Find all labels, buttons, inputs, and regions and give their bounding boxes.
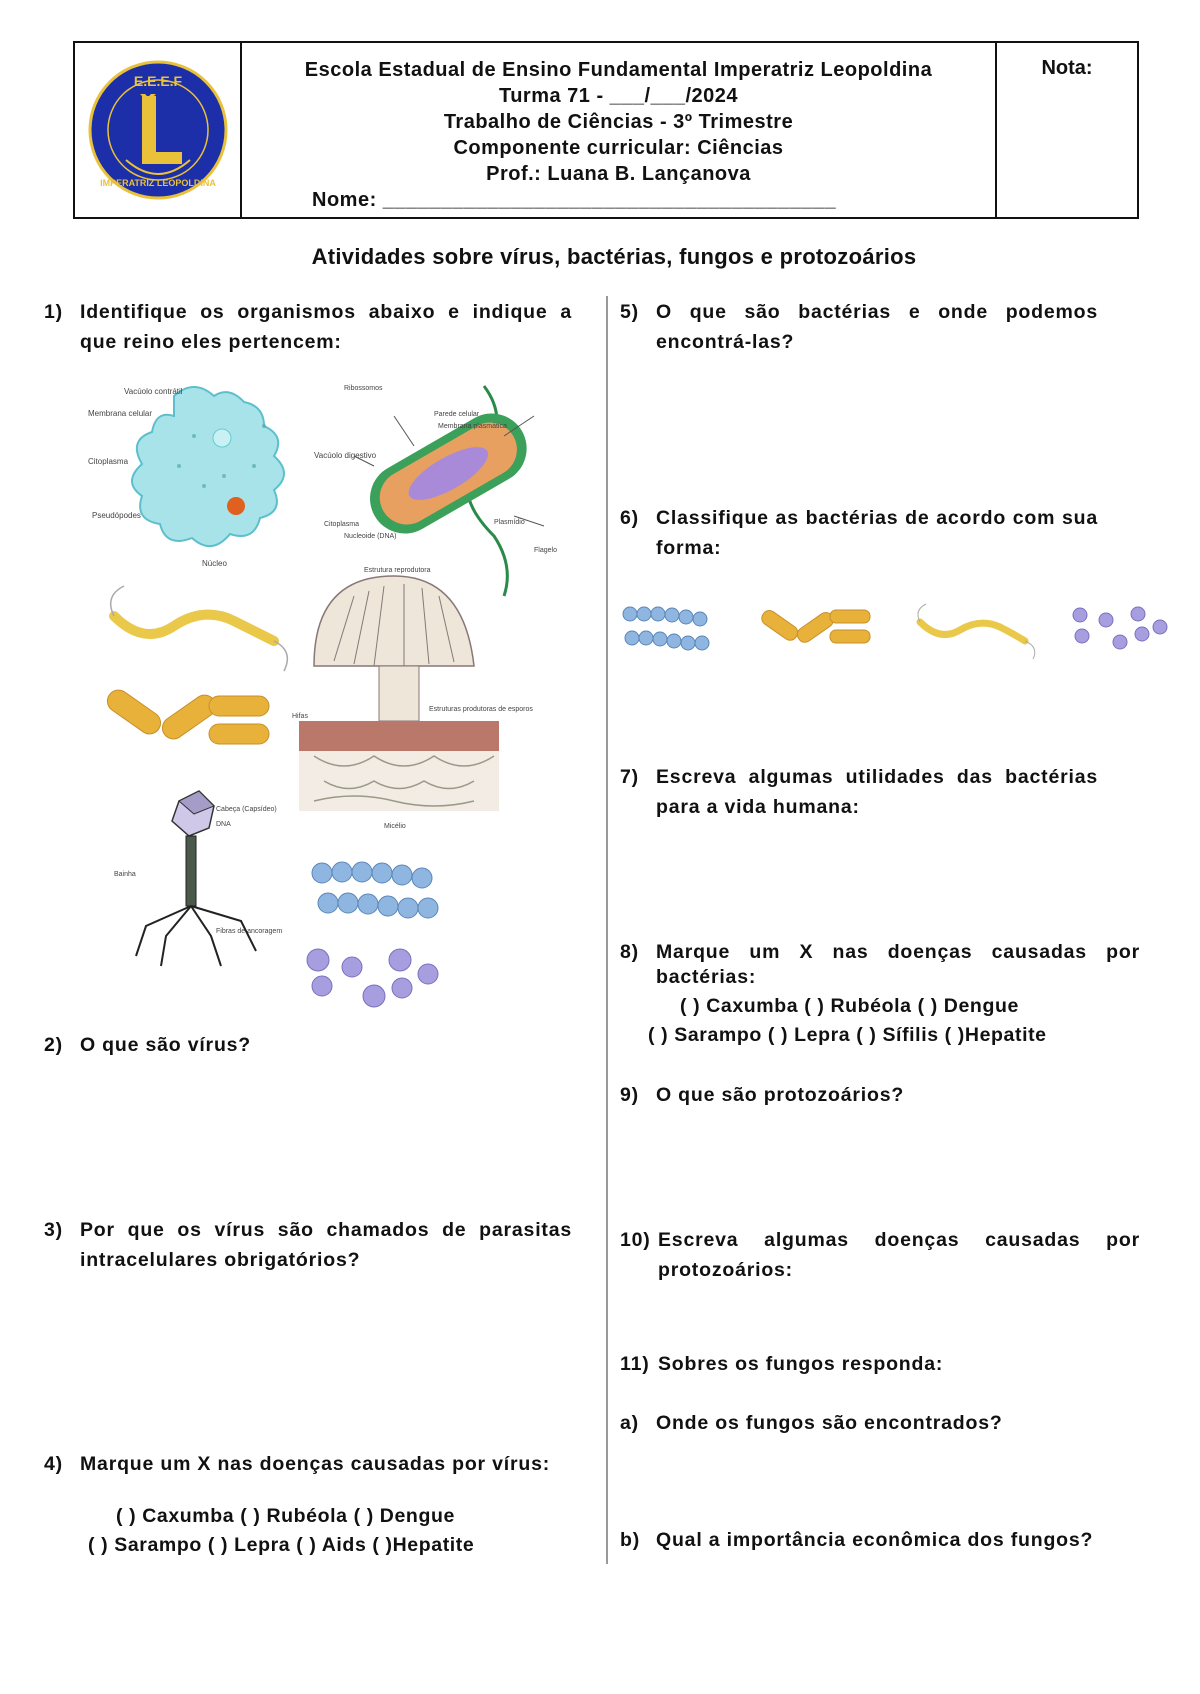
question-text: O que são bactérias e onde podemos encontrá-las? (656, 301, 1098, 353)
header-box (73, 41, 1139, 219)
question-number: 6) (620, 507, 639, 529)
label-citoplasma: Citoplasma (88, 457, 129, 466)
question-number: 3) (44, 1219, 63, 1241)
question-text: Escreva algumas doenças causadas por protozoários: (658, 1229, 1140, 1281)
grade-field[interactable]: Nota: (1041, 57, 1093, 79)
logo-ring-text: IMPERATRIZ LEOPOLDINA (99, 178, 216, 188)
assignment-title: Trabalho de Ciências - 3º Trimestre (443, 111, 794, 133)
label-vacuolo-contratil: Vacúolo contrátil (124, 387, 183, 396)
q4-option-line-2[interactable]: ( ) Sarampo ( ) Lepra ( ) Aids ( )Hepatite (88, 1534, 475, 1556)
question-text: Escreva algumas utilidades das bactérias para a vida humana: (656, 766, 1098, 818)
question-text: Sobres os fungos responda: (658, 1353, 944, 1375)
logo-top-text: E.E.E.F (133, 73, 182, 89)
question-4 (44, 1452, 572, 1476)
question-text: Qual a importância econômica dos fungos? (656, 1529, 1094, 1551)
question-number: 1) (44, 301, 63, 323)
q8-option-line-2[interactable]: ( ) Sarampo ( ) Lepra ( ) Sífilis ( )Hepatite (648, 1024, 1047, 1046)
question-text: Marque um X nas doenças causadas por bactérias: (656, 941, 1140, 988)
question-number: 5) (620, 301, 639, 323)
label-ribossomos: Ribossomos (344, 385, 383, 392)
logo-cell (75, 43, 242, 217)
class-date: Turma 71 - ___/___/2024 (498, 85, 739, 107)
q4-option-line-1[interactable]: ( ) Caxumba ( ) Rubéola ( ) Dengue (116, 1505, 455, 1527)
label-estrutura-reprodutora: Estrutura reprodutora (364, 567, 431, 574)
label-membrana-plasmatica: Membrana plasmática (438, 423, 507, 430)
label-citoplasma-bac: Citoplasma (324, 521, 360, 528)
label-vacuolo-digestivo: Vacúolo digestivo (314, 451, 377, 460)
label-bainha: Bainha (114, 871, 136, 878)
question-number: 4) (44, 1453, 63, 1475)
question-text: Onde os fungos são encontrados? (656, 1412, 1003, 1434)
question-1 (44, 297, 572, 357)
cocci-image (307, 949, 438, 1007)
question-text: Identifique os organismos abaixo e indique a que reino eles pertencem: (80, 301, 572, 353)
label-dna: DNA (216, 821, 231, 828)
curricular-component: Componente curricular: Ciências (453, 137, 784, 159)
student-name-field[interactable]: Nome: _______________________________________ (312, 189, 837, 211)
label-flagelo: Flagelo (534, 547, 557, 554)
label-nucleoide: Nucleoide (DNA) (344, 533, 397, 540)
question-7 (620, 762, 1098, 822)
question-text: Por que os vírus são chamados de parasitas intracelulares obrigatórios? (80, 1219, 572, 1271)
question-2 (44, 1030, 572, 1060)
school-logo (86, 58, 230, 202)
spirillum-image (111, 586, 288, 671)
question-number: 11) (620, 1353, 650, 1375)
question-6 (620, 503, 1098, 563)
page-title: Atividades sobre vírus, bactérias, fungos e protozoários (311, 244, 917, 269)
label-capsideo: Cabeça (Capsídeo) (216, 806, 277, 813)
question-11a (620, 1408, 1140, 1438)
question-number: 8) (620, 941, 639, 963)
question-11b (620, 1525, 1140, 1555)
bacteria-shapes-row (620, 600, 1180, 660)
question-text: Classifique as bactérias de acordo com sua forma: (656, 507, 1098, 559)
question-11 (620, 1349, 1140, 1379)
bacterium-diagram (324, 385, 557, 596)
question-text: O que são protozoários? (656, 1084, 905, 1106)
organisms-figure (84, 366, 584, 1016)
label-micelio: Micélio (384, 823, 406, 830)
virus-diagram (114, 791, 282, 966)
question-text: Marque um X nas doenças causadas por vírus: (80, 1453, 551, 1475)
teacher-name: Prof.: Luana B. Lançanova (486, 163, 751, 185)
question-3 (44, 1215, 572, 1275)
bacillus-shape (759, 608, 870, 645)
question-number: 9) (620, 1084, 639, 1106)
question-text: O que são vírus? (80, 1034, 252, 1056)
question-number: b) (620, 1529, 641, 1551)
question-number: 2) (44, 1034, 63, 1056)
q8-option-line-1[interactable]: ( ) Caxumba ( ) Rubéola ( ) Dengue (680, 995, 1019, 1017)
question-10 (620, 1225, 1140, 1285)
label-hifas: Hifas (292, 713, 308, 720)
fungus-diagram (292, 567, 533, 830)
label-plasmidio: Plasmídio (494, 519, 525, 526)
header-info (242, 43, 997, 217)
question-number: 7) (620, 766, 639, 788)
label-estruturas-esporos: Estruturas produtoras de esporos (429, 706, 533, 713)
label-membrana: Membrana celular (88, 409, 153, 418)
bacilli-image (103, 686, 269, 744)
label-nucleo: Núcleo (202, 559, 227, 568)
spirillum-shape (918, 604, 1035, 659)
label-parede: Parede celular (434, 411, 480, 418)
question-8 (620, 940, 1140, 990)
question-9 (620, 1080, 1140, 1110)
question-number: 10) (620, 1229, 651, 1251)
question-number: a) (620, 1412, 639, 1434)
label-pseudopodes: Pseudópodes (92, 511, 141, 520)
streptococci-image (312, 862, 438, 918)
school-name: Escola Estadual de Ensino Fundamental Imperatriz Leopoldina (304, 59, 933, 81)
label-fibras: Fibras de ancoragem (216, 928, 283, 935)
coccus-shape (1073, 607, 1167, 649)
column-divider (606, 296, 608, 1564)
question-5 (620, 297, 1098, 357)
amoeba-image (88, 387, 377, 568)
streptococcus-shape (623, 607, 709, 650)
